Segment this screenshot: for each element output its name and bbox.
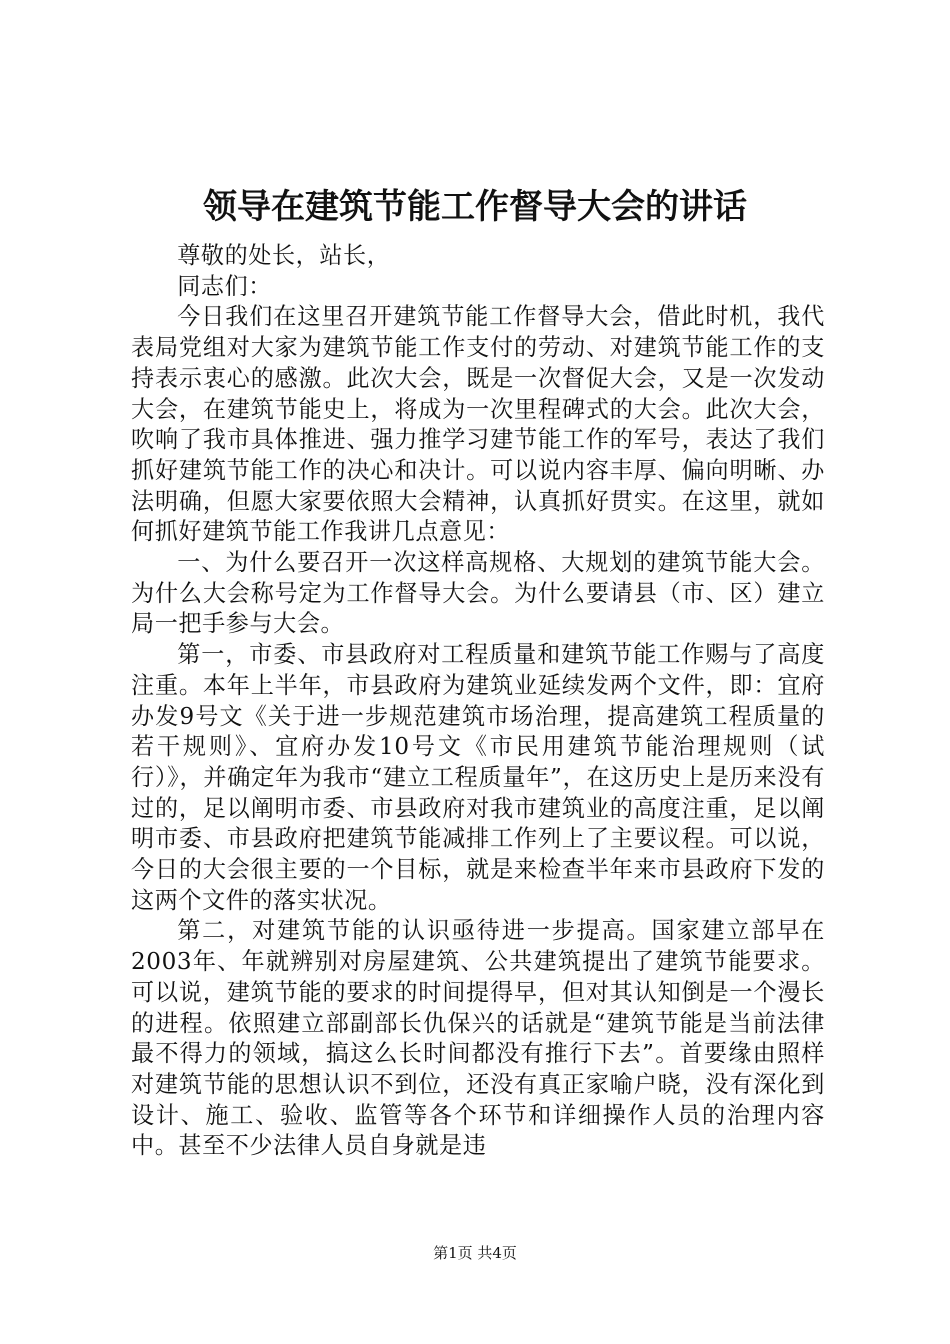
paragraph: 第一，市委、市县政府对工程质量和建筑节能工作赐与了高度注重。本年上半年，市县政府为建筑业延续发两个文件，即：宜府办发9号文《关于进一步规范建筑市场治理，提高建筑工程质量的若干规则》、宜府办发10号文《市民用建筑节能治理规则（试行）》，并确定年为我市“建立工程质量年”，在这历史上是历来没有过的，足以阐明市委、市县政府对我市建筑业的高度注重，足以阐明市委、市县政府把建筑节能减排工作列上了主要议程。可以说，今日的大会很主要的一个目标，就是来检查半年来市县政府下发的这两个文件的落实状况。 xyxy=(131,642,825,914)
page-number: 第1页 共4页 xyxy=(433,1244,517,1262)
salutation: 同志们： xyxy=(177,273,272,300)
salutation: 尊敬的处长，站长， xyxy=(177,243,391,269)
paragraph: 第二，对建筑节能的认识亟待进一步提高。国家建立部早在2003年、年就辨别对房屋建筑、公共建筑提出了建筑节能要求。可以说，建筑节能的要求的时间提得早，但对其认知倒是一个漫长的进程。依照建立部副部长仇保兴的话就是“建筑节能是当前法律最不得力的领域，搞这么长时间都没有推行下去”。首要缘由照样对建筑节能的思想认识不到位，还没有真正家喻户晓，没有深化到设计、施工、验收、监管等各个环节和详细操作人员的治理内容中。甚至不少法律人员自身就是违 xyxy=(131,918,825,1160)
page-title: 领导在建筑节能工作督导大会的讲话 xyxy=(203,187,747,227)
paragraph: 今日我们在这里召开建筑节能工作督导大会，借此时机，我代表局党组对大家为建筑节能工作支付的劳动、对建筑节能工作的支持表示衷心的感激。此次大会，既是一次督促大会，又是一次发动大会，在建筑节能史上，将成为一次里程碑式的大会。此次大会，吹响了我市具体推进、强力推学习建节能工作的军号，表达了我们抓好建筑节能工作的决心和决计。可以说内容丰厚、偏向明晰、办法明确，但愿大家要依照大会精神，认真抓好贯实。在这里，就如何抓好建筑节能工作我讲几点意见： xyxy=(131,304,825,546)
paragraph: 一、为什么要召开一次这样高规格、大规划的建筑节能大会。为什么大会称号定为工作督导大会。为什么要请县（市、区）建立局一把手参与大会。 xyxy=(131,550,825,638)
document-body xyxy=(131,241,825,1162)
